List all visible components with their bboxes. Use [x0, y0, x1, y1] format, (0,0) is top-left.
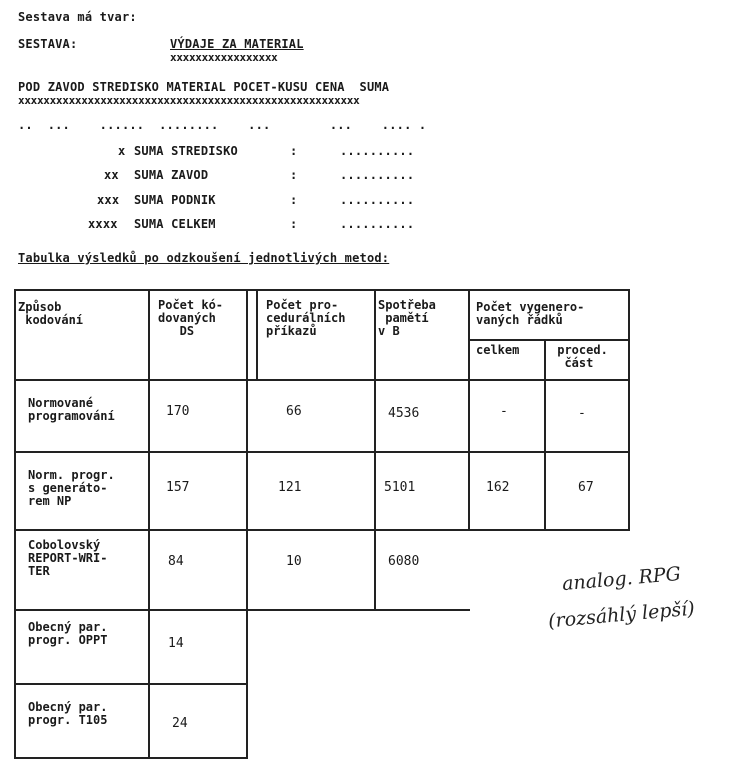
- sum-colon: :: [290, 193, 298, 207]
- sum-label: SUMA STREDISKO: [134, 144, 238, 158]
- handwritten-note-line2: (rozsáhlý lepší): [547, 597, 696, 633]
- sum-dots: ..........: [340, 144, 415, 158]
- header-spotreba: Spotřeba pamětí v B: [378, 298, 436, 338]
- sum-dots: ..........: [340, 193, 415, 207]
- prikazy-cell: 10: [286, 554, 302, 569]
- celkem-cell: -: [500, 404, 508, 419]
- header-pocet-ds: Počet kó- dovaných DS: [158, 298, 224, 338]
- sum-colon: :: [290, 217, 298, 231]
- sestava-title: VÝDAJE ZA MATERIAL: [170, 37, 304, 51]
- method-cell: Cobolovský REPORT-WRI- TER: [28, 538, 108, 578]
- columns-line: POD ZAVOD STREDISKO MATERIAL POCET-KUSU CENA SUMA: [18, 80, 390, 94]
- ds-cell: 170: [166, 404, 190, 419]
- method-cell: Obecný par. progr. OPPT: [28, 620, 108, 647]
- ds-cell: 24: [172, 716, 188, 731]
- method-cell: Normované programování: [28, 396, 115, 423]
- ds-cell: 84: [168, 554, 184, 569]
- header-celkem: celkem: [476, 343, 520, 357]
- header-zpusob: Způsob kodování: [18, 300, 84, 327]
- sum-prefix: xxx: [97, 193, 120, 207]
- sum-dots: ..........: [340, 217, 415, 231]
- sum-label: SUMA CELKEM: [134, 217, 216, 231]
- header-proced: proced. část: [557, 343, 608, 370]
- pamet-cell: 4536: [388, 406, 420, 421]
- ds-cell: 14: [168, 636, 184, 651]
- prikazy-cell: 121: [278, 480, 302, 495]
- sestava-label: SESTAVA:: [18, 37, 78, 51]
- header-pocet-prikazu: Počet pro- cedurálních příkazů: [266, 298, 346, 338]
- dots-line: .. ... ...... ........ ... ... .... .: [18, 118, 427, 132]
- method-cell: Norm. progr. s generáto- rem NP: [28, 468, 115, 508]
- proced-cell: -: [578, 406, 586, 421]
- ds-cell: 157: [166, 480, 190, 495]
- sum-colon: :: [290, 144, 298, 158]
- celkem-cell: 162: [486, 480, 510, 495]
- handwritten-note-line1: analog. RPG: [561, 562, 682, 596]
- method-cell: Obecný par. progr. T105: [28, 700, 108, 727]
- table-caption: Tabulka výsledků po odzkoušení jednotlivých metod:: [18, 251, 390, 265]
- sum-prefix: xxxx: [88, 217, 118, 231]
- sum-label: SUMA ZAVOD: [134, 168, 209, 182]
- proced-cell: 67: [578, 480, 594, 495]
- sum-prefix: x: [118, 144, 126, 158]
- columns-underscore: xxxxxxxxxxxxxxxxxxxxxxxxxxxxxxxxxxxxxxxxxxxxxxxxxxxxxx: [18, 94, 360, 107]
- sestava-title-underscore: xxxxxxxxxxxxxxxxx: [170, 51, 278, 64]
- header-vygenerovanych: Počet vygenero- vaných řádků: [476, 300, 585, 327]
- sum-colon: :: [290, 168, 298, 182]
- sum-prefix: xx: [104, 168, 119, 182]
- pamet-cell: 5101: [384, 480, 416, 495]
- prikazy-cell: 66: [286, 404, 302, 419]
- intro-text: Sestava má tvar:: [18, 10, 137, 24]
- sum-dots: ..........: [340, 168, 415, 182]
- results-table: [14, 289, 630, 759]
- pamet-cell: 6080: [388, 554, 420, 569]
- sum-label: SUMA PODNIK: [134, 193, 216, 207]
